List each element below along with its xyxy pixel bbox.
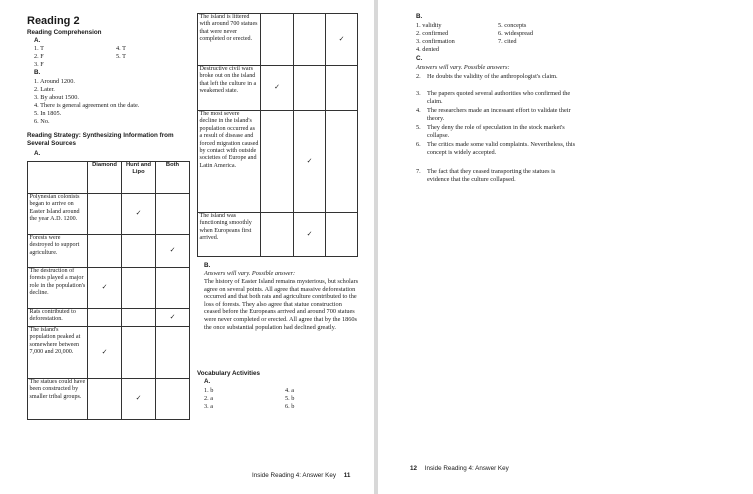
rc-b-item: 4. There is general agreement on the date. [34, 102, 140, 109]
rc-b-item: 2. Later. [34, 86, 55, 93]
hunt-lipo-cell [122, 268, 156, 309]
statement-cell: Destructive civil wars broke out on the island that left the culture in a weakened state. [198, 66, 261, 111]
statement-cell: Forests were destroyed to support agriculture. [28, 235, 88, 268]
diamond-cell [88, 235, 122, 268]
vocab-b-item: 3. confirmation [416, 38, 455, 45]
statement-cell: The destruction of forests played a major role in the population's decline. [28, 268, 88, 309]
both-cell [156, 309, 190, 327]
vocab-c-text: The fact that they ceased transporting the statues is evidence that the culture collapsed. [427, 168, 556, 183]
table-header-blank [28, 162, 88, 194]
statement-cell: The most severe decline in the island's population occurred as a result of disease and forced migration caused by contact with outside societies of Europe and Latin America. [198, 111, 261, 213]
both-cell [156, 268, 190, 309]
vocab-c-text: The researchers made an incessant effort to validate their theory. [427, 107, 571, 122]
hunt-lipo-cell [122, 194, 156, 235]
rc-a-item: 4. T [116, 45, 127, 52]
both-cell [156, 235, 190, 268]
rc-b-item: 1. Around 1200. [34, 78, 75, 85]
strategy-section-b-label: B. [204, 262, 211, 269]
reading-comprehension-heading: Reading Comprehension [27, 29, 102, 36]
check-icon: ✓ [306, 229, 313, 238]
rc-a-item: 1. T [34, 45, 45, 52]
vocabulary-section-a-label: A. [204, 378, 211, 385]
vocab-c-number: 6. [416, 141, 421, 148]
diamond-cell [261, 213, 294, 257]
rc-section-b-label: B. [34, 69, 41, 76]
vocab-a-item: 6. b [285, 403, 295, 410]
synthesis-table-1 [27, 161, 190, 420]
footer-title: Inside Reading 4: Answer Key [424, 465, 509, 472]
diamond-cell [88, 327, 122, 379]
statement-cell: Polynesian colonists began to arrive on Easter Island around the year A.D. 1200. [28, 194, 88, 235]
vocab-c-text: The papers quoted several authorities who confirmed the claim. [427, 90, 571, 105]
table-header-row [28, 162, 190, 194]
left-page-footer [252, 472, 350, 479]
check-icon: ✓ [338, 34, 345, 43]
vocab-b-item: 6. widespread [498, 30, 533, 37]
vocabulary-heading: Vocabulary Activities [197, 370, 260, 377]
check-icon: ✓ [101, 347, 108, 356]
hunt-lipo-cell [294, 111, 326, 213]
both-cell [156, 327, 190, 379]
table-row [198, 66, 358, 111]
strategy-section-a-label: A. [34, 150, 41, 157]
rc-a-item: 5. T [116, 53, 127, 60]
vocab-c-text: The critics made some valid complaints. Nevertheless, this concept is widely accepted. [427, 141, 576, 156]
check-icon: ✓ [135, 394, 142, 403]
check-icon: ✓ [274, 83, 280, 92]
vocab-b-item: 5. concepts [498, 22, 527, 29]
right-page-footer [410, 465, 509, 472]
statement-cell: The island's population peaked at somewhere between 7,000 and 20,000. [28, 327, 88, 379]
vocab-c-number: 4. [416, 107, 421, 114]
table-row [28, 235, 190, 268]
vocab-b-item: 1. validity [416, 22, 442, 29]
vocab-c-number: 2. [416, 73, 421, 80]
both-cell [156, 194, 190, 235]
vocab-c-number: 5. [416, 124, 421, 131]
table-row [198, 111, 358, 213]
hunt-lipo-cell [294, 66, 326, 111]
vocab-c-intro: Answers will vary. Possible answers: [416, 64, 510, 71]
reading-title: Reading 2 [27, 15, 80, 27]
vocab-c-number: 7. [416, 168, 421, 175]
strategy-b-intro: Answers will vary. Possible answer: [204, 270, 296, 277]
diamond-cell [88, 309, 122, 327]
footer-title: Inside Reading 4: Answer Key [252, 472, 337, 479]
synthesis-table-2 [197, 13, 358, 257]
strategy-heading-line2: Several Sources [27, 140, 77, 147]
table-row [28, 194, 190, 235]
page-number: 12 [410, 465, 418, 472]
table-row [28, 327, 190, 379]
rc-b-item: 6. No. [34, 118, 50, 125]
rc-b-item: 3. By about 1500. [34, 94, 79, 101]
table-row [198, 14, 358, 66]
vocab-b-item: 7. cited [498, 38, 517, 45]
vocab-section-b-label: B. [416, 13, 423, 20]
both-cell [326, 14, 358, 66]
hunt-lipo-cell [122, 327, 156, 379]
vocab-section-c-label: C. [416, 55, 423, 62]
vocab-a-item: 3. a [204, 403, 214, 410]
rc-a-item: 3. F [34, 61, 44, 68]
strategy-b-paragraph: The history of Easter Island remains mysterious, but scholars agree on several points. All agree that massive deforestation occurred and that both rats and agriculture contributed to the loss of forests. They also agree that statue construction ceased before the Europeans arrived and around 700 statues were never completed or erected. All agree that by the 1860s the once substantial population had declined greatly. [204, 278, 359, 331]
page-number: 11 [343, 472, 351, 479]
table-header-diamond: Diamond [88, 162, 122, 194]
vocab-a-item: 5. b [285, 395, 295, 402]
table-row [198, 213, 358, 257]
vocab-a-item: 4. a [285, 387, 295, 394]
vocab-c-text: They deny the role of speculation in the stock market's collapse. [427, 124, 565, 139]
rc-b-item: 5. In 1805. [34, 110, 62, 117]
strategy-heading [27, 132, 174, 148]
check-icon: ✓ [101, 283, 108, 292]
statement-cell: Rats contributed to deforestation. [28, 309, 88, 327]
both-cell [326, 111, 358, 213]
diamond-cell [261, 66, 294, 111]
statement-cell: The statues could have been constructed by smaller tribal groups. [28, 379, 88, 420]
check-icon: ✓ [306, 156, 313, 165]
rc-a-item: 2. F [34, 53, 44, 60]
check-icon: ✓ [169, 246, 176, 255]
table-header-hunt-lipo: Hunt and Lipo [122, 162, 156, 194]
table-row [28, 268, 190, 309]
rc-section-a-label: A. [34, 37, 41, 44]
vocab-b-item: 2. confirmed [416, 30, 449, 37]
diamond-cell [261, 111, 294, 213]
check-icon: ✓ [169, 312, 176, 321]
check-icon: ✓ [135, 209, 142, 218]
both-cell [156, 379, 190, 420]
both-cell [326, 213, 358, 257]
hunt-lipo-cell [294, 14, 326, 66]
hunt-lipo-cell [122, 309, 156, 327]
table-header-both: Both [156, 162, 190, 194]
diamond-cell [88, 268, 122, 309]
vocab-c-number: 3. [416, 90, 421, 97]
hunt-lipo-cell [122, 379, 156, 420]
statement-cell: The island was functioning smoothly when Europeans first arrived. [198, 213, 261, 257]
table-row [28, 379, 190, 420]
hunt-lipo-cell [122, 235, 156, 268]
right-page [378, 0, 753, 494]
hunt-lipo-cell [294, 213, 326, 257]
statement-cell: The island is littered with around 700 statues that were never completed or erected. [198, 14, 261, 66]
vocab-b-item: 4. denied [416, 46, 440, 53]
vocab-c-text: He doubts the validity of the anthropologist's claim. [427, 73, 558, 80]
diamond-cell [261, 14, 294, 66]
diamond-cell [88, 194, 122, 235]
left-page [0, 0, 374, 494]
diamond-cell [88, 379, 122, 420]
strategy-heading-line1: Reading Strategy: Synthesizing Information from [27, 132, 174, 139]
vocab-a-item: 1. b [204, 387, 214, 394]
vocab-a-item: 2. a [204, 395, 214, 402]
both-cell [326, 66, 358, 111]
table-row [28, 309, 190, 327]
